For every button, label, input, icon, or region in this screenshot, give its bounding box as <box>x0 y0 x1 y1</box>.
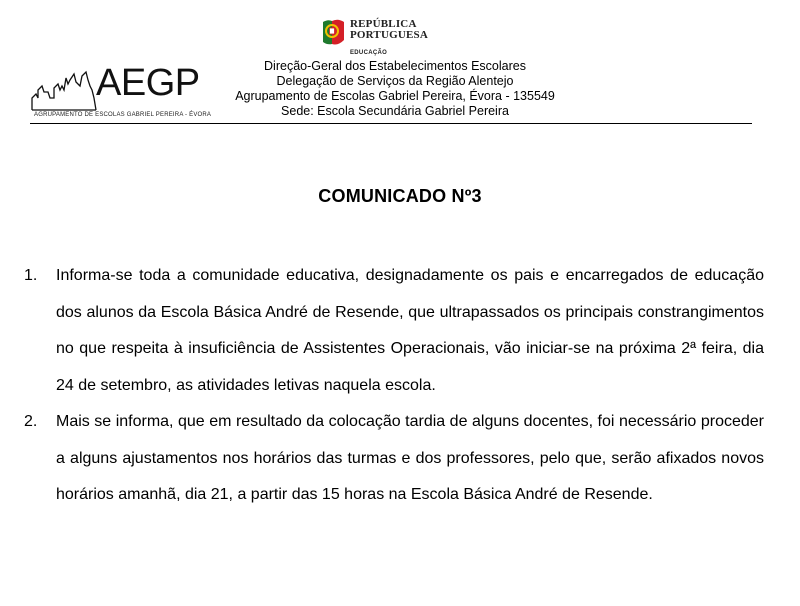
org-line-4: Sede: Escola Secundária Gabriel Pereira <box>281 104 509 118</box>
aegp-wordmark: AEGP <box>96 62 200 104</box>
list-item-number: 2. <box>24 413 38 430</box>
organization-block <box>200 59 590 119</box>
gov-name-line1: REPÚBLICA <box>350 18 417 30</box>
list-item-text: Mais se informa, que em resultado da colocação tardia de alguns docentes, foi necessário proceder a alguns ajustamentos nos horários das turmas e dos professores, pelo que, serão afixados novos horários amanhã, dia 21, a partir das 15 horas na Escola Básica André de Resende. <box>56 413 764 503</box>
republica-portuguesa-logo <box>320 16 430 56</box>
list-item-text: Informa-se toda a comunidade educativa, designadamente os pais e encarregados de educação dos alunos da Escola Básica André de Resende, que ultrapassados os principais constrangimentos no que respeita à insuficiência de Assistentes Operacionais, vão iniciar-se na próxima 2ª feira, dia 24 de setembro, as atividades letivas naquela escola. <box>56 267 764 394</box>
evora-skyline-icon <box>30 68 98 114</box>
org-line-1: Direção-Geral dos Estabelecimentos Escolares <box>264 59 526 73</box>
document-title: COMUNICADO Nº3 <box>318 186 482 206</box>
list-item-number: 1. <box>24 267 38 284</box>
gov-name-line2: PORTUGUESA <box>350 29 429 41</box>
notice-list <box>24 258 764 514</box>
aegp-caption: AGRUPAMENTO DE ESCOLAS GABRIEL PEREIRA - ÉVORA <box>34 112 212 118</box>
aegp-logo <box>30 62 212 123</box>
header-divider <box>30 123 752 124</box>
org-line-3: Agrupamento de Escolas Gabriel Pereira, Évora - 135549 <box>235 89 555 103</box>
org-line-2: Delegação de Serviços da Região Alentejo <box>276 74 514 88</box>
list-item <box>24 258 764 404</box>
portuguese-flag-emblem-icon <box>320 18 346 46</box>
gov-ministry-label: EDUCAÇÃO <box>350 50 388 56</box>
list-item <box>24 404 764 514</box>
